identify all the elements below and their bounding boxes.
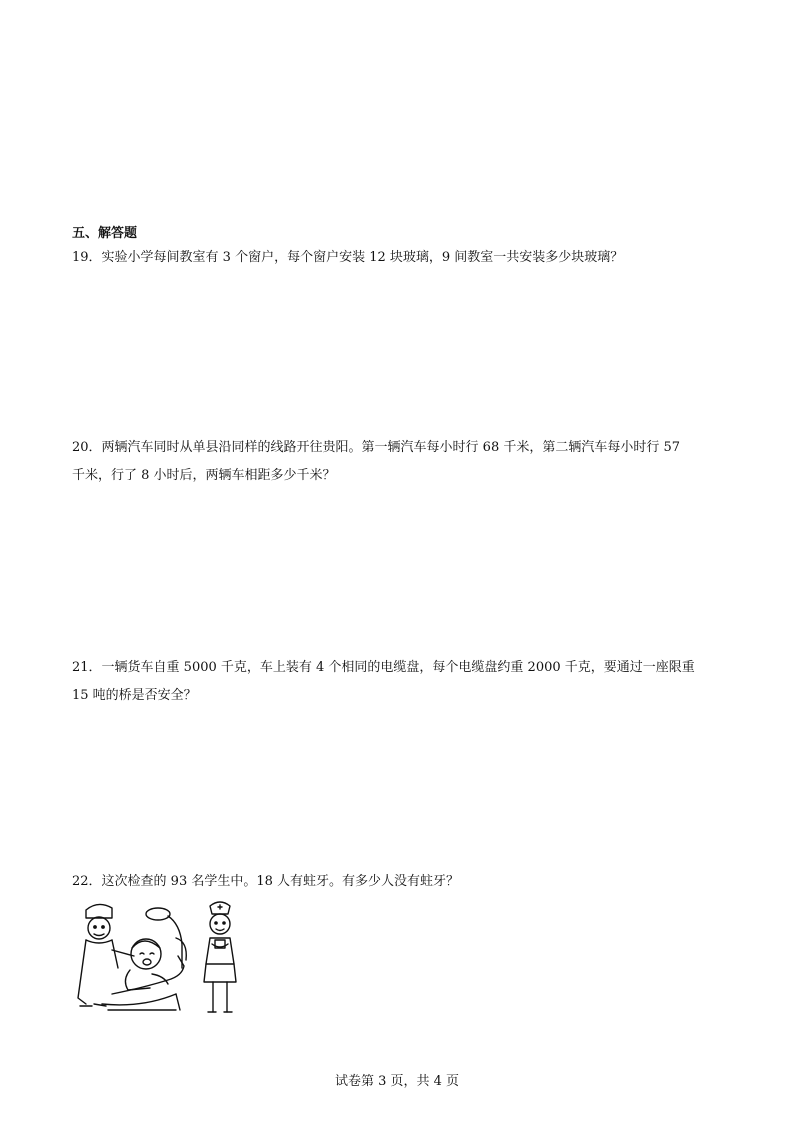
- dental-chair-icon: [102, 956, 184, 1010]
- question-20: [72, 434, 732, 490]
- question-19-line-1: 19．实验小学每间教室有 3 个窗户，每个窗户安装 12 块玻璃，9 间教室一共安装多少块玻璃？: [72, 250, 624, 265]
- question-19: [72, 244, 732, 272]
- section-title: 五、解答题: [72, 226, 138, 241]
- question-22-line-1: 22．这次检查的 93 名学生中。18 人有蛀牙。有多少人没有蛀牙？: [72, 874, 460, 889]
- question-22: [72, 868, 732, 896]
- page-footer: 试卷第 3 页，共 4 页: [334, 1074, 460, 1089]
- question-21: [72, 654, 732, 710]
- nurse-figure: [204, 902, 236, 1012]
- question-20-line-1: 20．两辆汽车同时从单县沿同样的线路开往贵阳。第一辆汽车每小时行 68 千米，第二辆汽车每小时行 57: [72, 440, 681, 455]
- question-21-line-2: 15 吨的桥是否安全？: [72, 688, 197, 703]
- question-20-line-2: 千米，行了 8 小时后，两辆车相距多少千米？: [72, 468, 336, 483]
- question-21-line-1: 21．一辆货车自重 5000 千克，车上装有 4 个相同的电缆盘，每个电缆盘约重 2000 千克，要通过一座限重: [72, 660, 695, 675]
- dentist-nurse-illustration: [72, 898, 252, 1020]
